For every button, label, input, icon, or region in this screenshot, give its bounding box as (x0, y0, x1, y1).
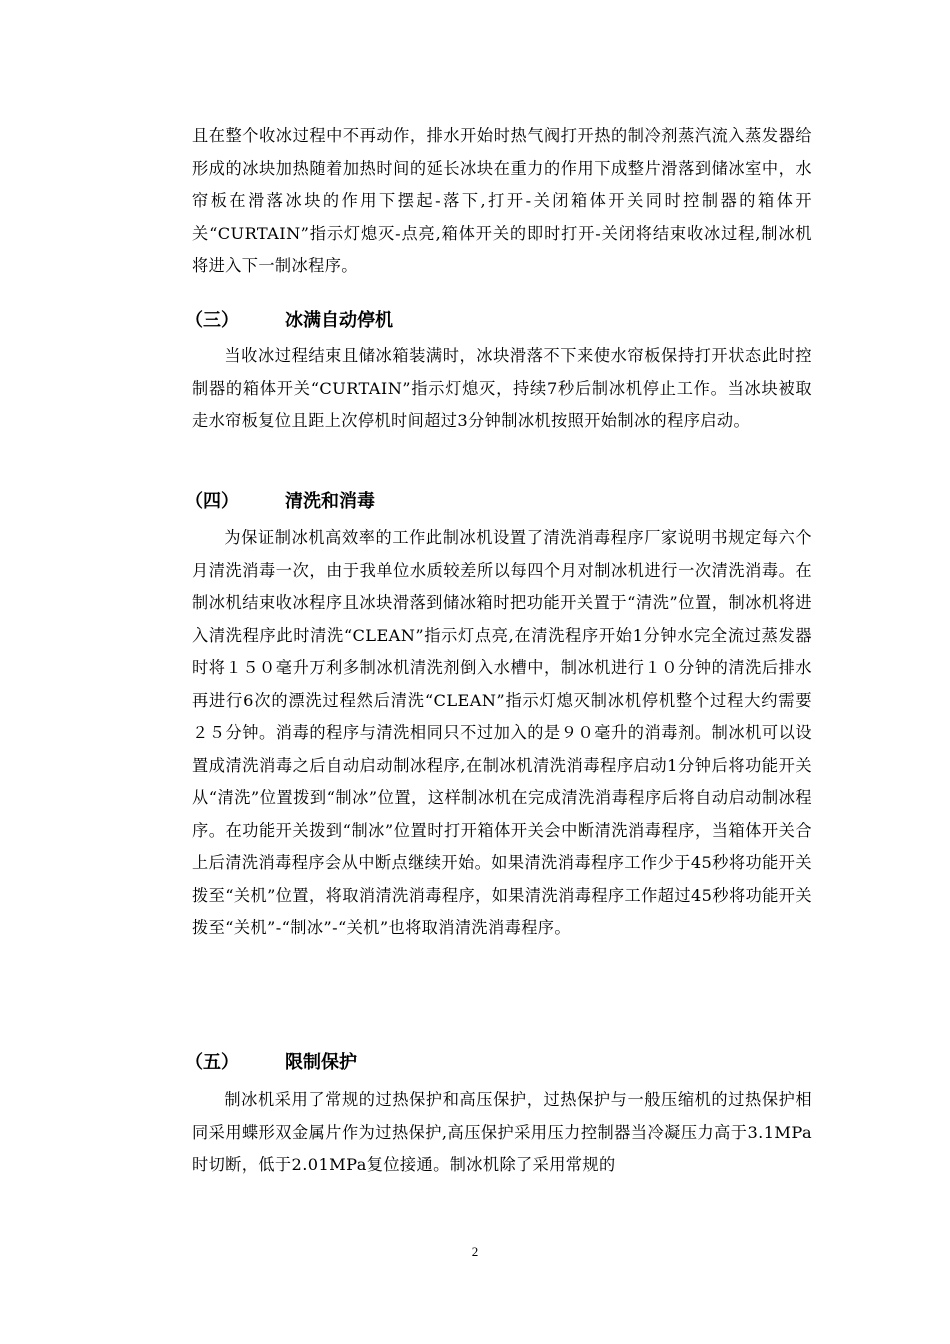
section-title-3: 冰满自动停机 (285, 310, 393, 331)
paragraph-ice-harvest: 且在整个收冰过程中不再动作，排水开始时热气阀打开热的制冷剂蒸汽流入蒸发器给形成的冰块加热随着加热时间的延长冰块在重力的作用下成整片滑落到储冰室中，水帘板在滑落冰块的作用下摆起-落下,打开-关闭箱体开关同时控制器的箱体开关“CURTAIN”指示灯熄灭-点亮,箱体开关的即时打开-关闭将结束收冰过程,制冰机将进入下一制冰程序。 (192, 126, 812, 275)
page-number: 2 (471, 1244, 479, 1259)
paragraph-ice-full-stop: 当收冰过程结束且储冰箱装满时，冰块滑落不下来使水帘板保持打开状态此时控制器的箱体开关“CURTAIN”指示灯熄灭，持续7秒后制冰机停止工作。当冰块被取走水帘板复位且距上次停机时间超过3分钟制冰机按照开始制冰的程序启动。 (192, 346, 812, 430)
section-number-4: （四） (185, 491, 239, 512)
section-number-3: （三） (185, 310, 239, 331)
paragraph-cleaning: 为保证制冰机高效率的工作此制冰机设置了清洗消毒程序厂家说明书规定每六个月清洗消毒一次，由于我单位水质较差所以每四个月对制冰机进行一次清洗消毒。在制冰机结束收冰程序且冰块滑落到储冰箱时把功能开关置于“清洗”位置，制冰机将进入清洗程序此时清洗“CLEAN”指示灯点亮,在清洗程序开始1分钟水完全流过蒸发器时将１５０毫升万利多制冰机清洗剂倒入水槽中，制冰机进行１０分钟的清洗后排水再进行6次的漂洗过程然后清洗“CLEAN”指示灯熄灭制冰机停机整个过程大约需要２５分钟。消毒的程序与清洗相同只不过加入的是９０毫升的消毒剂。制冰机可以设置成清洗消毒之后自动启动制冰程序,在制冰机清洗消毒程序启动1分钟后将功能开关从“清洗”位置拨到“制冰”位置，这样制冰机在完成清洗消毒程序后将自动启动制冰程序。在功能开关拨到“制冰”位置时打开箱体开关会中断清洗消毒程序，当箱体开关合上后清洗消毒程序会从中断点继续开始。如果清洗消毒程序工作少于45秒将功能开关拨至“关机”位置，将取消清洗消毒程序，如果清洗消毒程序工作超过45秒将功能开关拨至“关机”-“制冰”-“关机”也将取消清洗消毒程序。 (192, 528, 812, 937)
paragraph-protection: 制冰机采用了常规的过热保护和高压保护，过热保护与一般压缩机的过热保护相同采用蝶形双金属片作为过热保护,高压保护采用压力控制器当冷凝压力高于3.1MPa时切断，低于2.01MPa复位接通。制冰机除了采用常规的 (192, 1090, 812, 1174)
section-title-4: 清洗和消毒 (285, 491, 375, 512)
section-title-5: 限制保护 (285, 1052, 357, 1073)
section-heading-4 (185, 486, 375, 518)
section-number-5: （五） (185, 1052, 239, 1073)
section-heading-3 (185, 305, 393, 337)
section-heading-5 (185, 1047, 357, 1079)
